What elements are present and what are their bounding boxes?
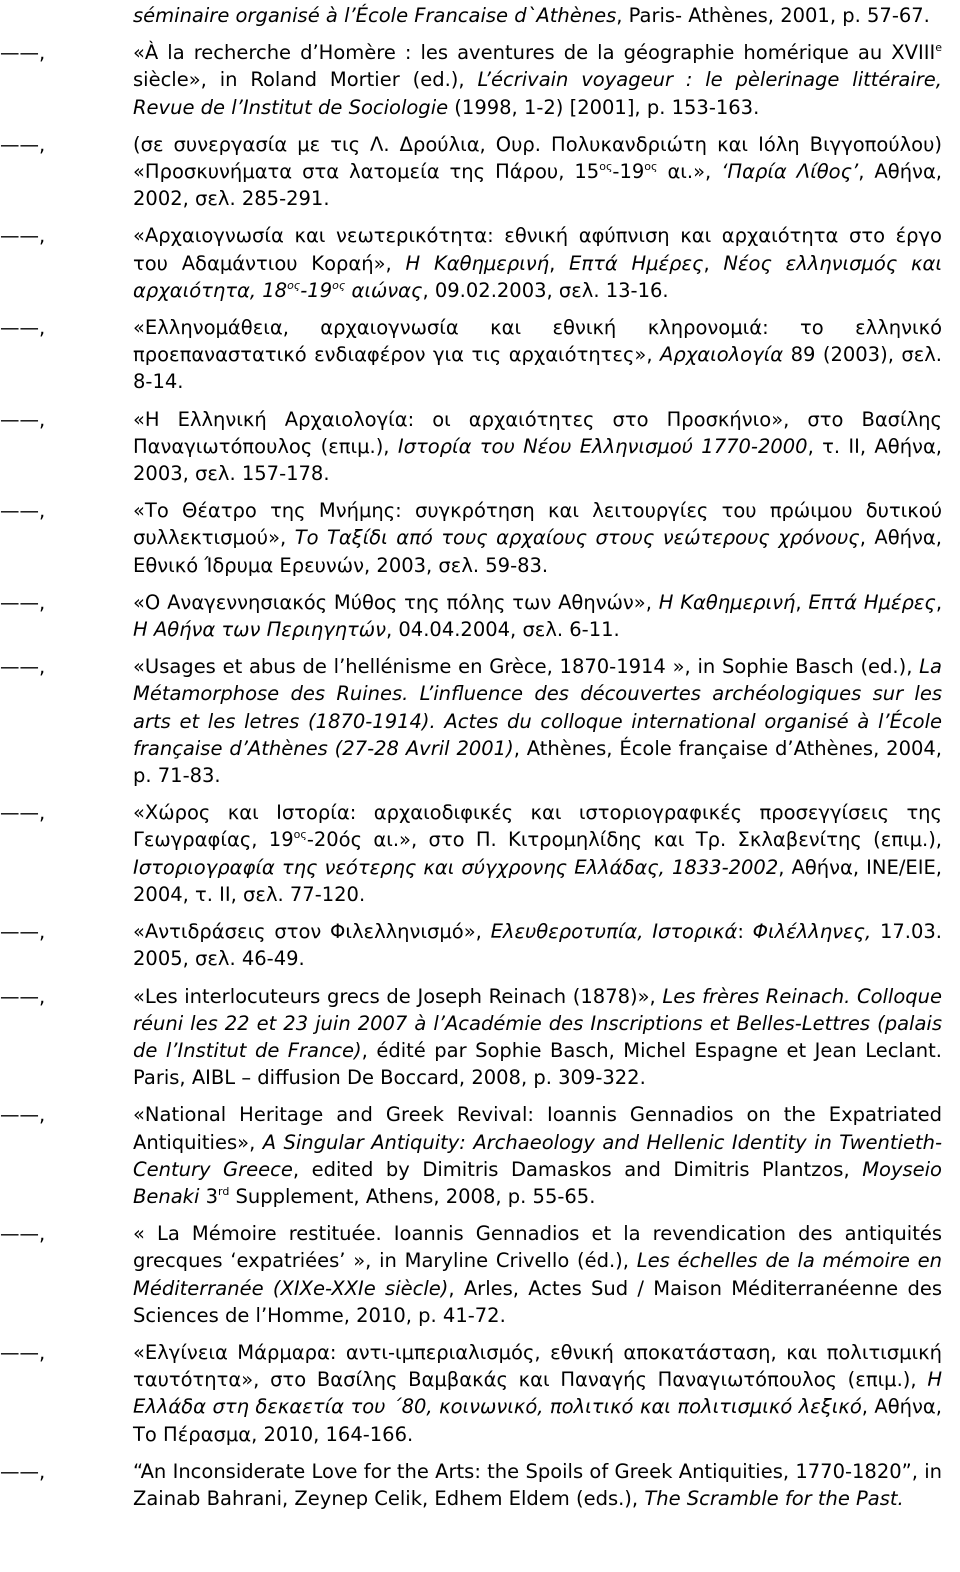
bibliography-entry — [0, 314, 942, 396]
entry-text: «À la recherche d’Homère : les aventures de la géographie homérique au XVIIIe siècle», in Roland Mortier (ed.), L’écrivain voyageur : le pèlerinage littéraire, Revue de l’Institut de Sociologie (1998, 1-2) [2001], p. 153-163. — [133, 41, 943, 119]
bibliography-entry — [0, 222, 942, 304]
author-repeat-dash: ——, — [0, 499, 46, 523]
author-repeat-dash: ——, — [0, 407, 46, 431]
bibliography-entry — [0, 1220, 942, 1329]
entry-text: (σε συνεργασία με τις Λ. Δρούλια, Ουρ. Πολυκανδριώτη και Ιόλη Βιγγοπούλου) «Προσκυνήματα στα λατομεία της Πάρου, $15^{o\varsigma}-19^{o\varsigma}$ αι.», ‘Παρία Λίθος’, Αθήνα, 2002, σελ. 285-291. — [133, 132, 943, 211]
author-repeat-dash: ——, — [0, 224, 46, 248]
author-repeat-dash: ——, — [0, 1459, 46, 1483]
author-repeat-dash: ——, — [0, 316, 46, 340]
bibliography-entry — [0, 131, 942, 213]
bibliography-entry — [0, 918, 942, 972]
entry-text: «Αντιδράσεις στον Φιλελληνισμό», Ελευθεροτυπία, Ιστορικά: Φιλέλληνες, 17.03. 2005, σελ. 46-49. — [133, 920, 942, 971]
bibliography-entry — [0, 799, 942, 908]
author-repeat-dash: ——, — [0, 801, 46, 825]
entry-text: « La Mémoire restituée. Ioannis Gennadios et la revendication des antiquités grecques ‘expatriées’ », in Maryline Crivello (éd.), Les échelles de la mémoire en Méditerranée (XIXe-XXIe siècle), Arles, Actes Sud / Maison Méditerranéenne des Sciences de l’Homme, 2010, p. 41-72. — [133, 1222, 943, 1327]
author-repeat-dash: ——, — [0, 1340, 46, 1364]
entry-text: «Η Ελληνική Αρχαιολογία: οι αρχαιότητες στο Προσκήνιο», στο Βασίλης Παναγιωτόπουλος (επιμ.), Ιστορία του Νέου Ελληνισμού 1770-2000, τ. ΙΙ, Αθήνα, 2003, σελ. 157-178. — [133, 407, 942, 486]
entry-text: «Ο Αναγεννησιακός Μύθος της πόλης των Αθηνών», Η Καθημερινή, Επτά Ημέρες, Η Αθήνα των Περιηγητών, 04.04.2004, σελ. 6-11. — [133, 590, 943, 642]
author-repeat-dash: ——, — [0, 590, 46, 614]
bibliography-entry — [0, 497, 942, 579]
bibliography-continuation: séminaire organisé à l’École Francaise d`Athènes, Paris- Athènes, 2001, p. 57-67. — [133, 4, 930, 27]
entry-text: «Αρχαιογνωσία και νεωτερικότητα: εθνική αφύπνιση και αρχαιότητα στο έργο του Αδαμάντιου Κοραή», Η Καθημερινή, Επτά Ημέρες, Νέος ελληνισμός και αρχαιότητα, $18^{o\varsigma}-19^{o\varsigma}$ αιώνας, 09.02.2003, σελ. 13-16. — [133, 224, 942, 302]
bibliography-entry — [0, 589, 942, 643]
author-repeat-dash: ——, — [0, 920, 46, 944]
entry-text: «National Heritage and Greek Revival: Ioannis Gennadios on the Expatriated Antiquities», A Singular Antiquity: Archaeology and Hellenic Identity in Twentieth-Century Greece, edited by Dimitris Damaskos and Dimitris Plantzos, Moyseio Benaki 3rd Supplement, Athens, 2008, p. 55-65. — [133, 1103, 943, 1208]
entry-text: «Το Θέατρο της Μνήμης: συγκρότηση και λειτουργίες του πρώιμου δυτικού συλλεκτισμού», Το Ταξίδι από τους αρχαίους στους νεώτερους χρόνους, Αθήνα, Εθνικό Ίδρυμα Ερευνών, 2003, σελ. 59-83. — [133, 499, 942, 577]
author-repeat-dash: ——, — [0, 132, 46, 156]
bibliography-entry — [0, 983, 942, 1092]
bibliography-entry — [0, 406, 942, 488]
bibliography-entry — [0, 1458, 942, 1512]
entry-text: «Χώρος και Ιστορία: αρχαιοδιφικές και ιστοριογραφικές προσεγγίσεις της Γεωγραφίας, $19^{o\varsigma}-20ό\varsigma$ αι.», στο Π. Κιτρομηλίδης και Τρ. Σκλαβενίτης (επιμ.), Ιστοριογραφία της νεότερης και σύγχρονης Ελλάδας, 1833-2002, Αθήνα, ΙΝΕ/ΕΙΕ, 2004, τ. ΙΙ, σελ. 77-120. — [133, 801, 942, 906]
entry-text: «Usages et abus de l’hellénisme en Grèce, 1870-1914 », in Sophie Basch (ed.), La Métamorphose des Ruines. L’influence des découvertes archéologiques sur les arts et les letres (1870-1914). Actes du colloque international organisé à l’École française d’Athènes (27-28 Avril 2001), Athènes, École française d’Athènes, 2004, p. 71-83. — [133, 655, 942, 788]
bibliography-entry — [0, 1339, 942, 1448]
author-repeat-dash: ——, — [0, 41, 46, 65]
author-repeat-dash: ——, — [0, 1222, 46, 1246]
entry-text: «Les interlocuteurs grecs de Joseph Reinach (1878)», Les frères Reinach. Colloque réuni les 22 et 23 juin 2007 à l’Académie des Inscriptions et Belles-Lettres (palais de l’Institut de France), édité par Sophie Basch, Michel Espagne et Jean Leclant. Paris, AIBL – diffusion De Boccard, 2008, p. 309-322. — [133, 984, 943, 1090]
author-repeat-dash: ——, — [0, 1103, 46, 1127]
entry-text: “An Inconsiderate Love for the Arts: the Spoils of Greek Antiquities, 1770-1820”, in Zainab Bahrani, Zeynep Celik, Edhem Eldem (eds.), The Scramble for the Past. — [133, 1459, 942, 1510]
bibliography-entry — [0, 1101, 942, 1210]
bibliography-entry — [0, 39, 942, 121]
bibliography-entry — [0, 653, 942, 789]
author-repeat-dash: ——, — [0, 655, 46, 679]
author-repeat-dash: ——, — [0, 984, 46, 1008]
bibliography-list — [0, 39, 942, 1512]
entry-text: «Ελγίνεια Μάρμαρα: αντι-ιμπεριαλισμός, εθνική αποκατάσταση, και πολιτισμική ταυτότητα», στο Βασίλης Βαμβακάς και Παναγής Παναγιωτόπουλος (επιμ.), Η Ελλάδα στη δεκαετία του ΄80, κοινωνικό, πολιτικό και πολιτισμικό λεξικό, Αθήνα, Το Πέρασμα, 2010, 164-166. — [133, 1340, 942, 1446]
entry-text: «Ελληνομάθεια, αρχαιογνωσία και εθνική κληρονομιά: το ελληνικό προεπαναστατικό ενδιαφέρον για τις αρχαιότητες», Αρχαιολογία 89 (2003), σελ. 8-14. — [133, 316, 942, 394]
